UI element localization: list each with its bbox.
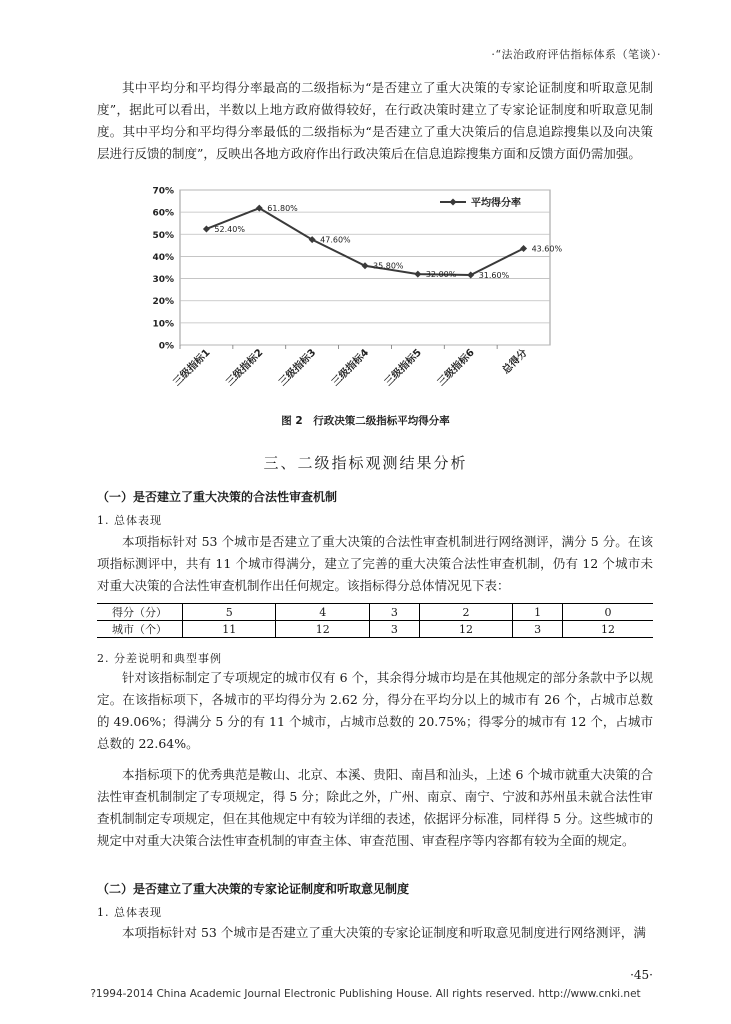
subsection-2-heading: （二）是否建立了重大决策的专家论证制度和听取意见制度 xyxy=(97,882,410,896)
subsection-1-diff-text: 针对该指标制定了专项规定的城市仅有 6 个，其余得分城市均是在其他规定的部分条款中予以规定。在该指标项下，各城市的平均得分为 2.62 分，得分在平均分以上的城市有 26 个，占城市总数的 49.06%；得满分 5 分的有 11 个城市，占城市总数的 20.75%；得零分的城市有 12 个，占城市总数的 22.64%。 xyxy=(97,670,653,751)
y-tick-label: 0% xyxy=(158,341,174,352)
table-cell: 4 xyxy=(276,604,369,621)
table-cell: 2 xyxy=(419,604,512,621)
subsection-1-example-text: 本指标项下的优秀典范是鞍山、北京、本溪、贵阳、南昌和汕头，上述 6 个城市就重大决策的合法性审查机制制定了专项规定，得 5 分；除此之外，广州、南京、南宁、宁波和苏州虽未就合法性审查机制制定专项规定，但在其他规定中有较为详细的表述，依据评分标准，同样得 5 分。这些城市的规定中对重大决策合法性审查机制的审查主体、审查范围、审查程序等内容都有较为全面的规定。 xyxy=(97,767,653,848)
section-title: 三、二级指标观测结果分析 xyxy=(263,454,468,472)
table-cell: 12 xyxy=(563,621,653,638)
data-label: 31.60% xyxy=(478,271,510,281)
y-tick-label: 40% xyxy=(152,252,174,263)
subsection-1-diff-heading: 2. 分差说明和典型事例 xyxy=(97,652,222,665)
score-table xyxy=(97,603,653,638)
subsection-2-overview-text: 本项指标针对 53 个城市是否建立了重大决策的专家论证制度和听取意见制度进行网络测评，满 xyxy=(122,925,646,940)
data-point xyxy=(414,271,421,278)
y-tick-label: 60% xyxy=(152,208,174,219)
data-label: 47.60% xyxy=(320,235,351,245)
data-label: 35.80% xyxy=(373,261,404,271)
x-tick-label: 三级指标3 xyxy=(277,347,319,389)
table-row xyxy=(97,604,653,621)
table-cell: 5 xyxy=(183,604,276,621)
table-row-label: 城市（个） xyxy=(97,621,183,638)
y-tick-label: 20% xyxy=(152,297,174,308)
table-row-label: 得分（分） xyxy=(97,604,183,621)
x-tick-label: 三级指标1 xyxy=(171,347,213,389)
data-point xyxy=(520,245,527,252)
table-cell: 12 xyxy=(276,621,369,638)
table-cell: 12 xyxy=(419,621,512,638)
table-cell: 3 xyxy=(369,621,419,638)
table-cell: 3 xyxy=(513,621,563,638)
table-cell: 1 xyxy=(513,604,563,621)
figure-caption: 图 2 行政决策二级指标平均得分率 xyxy=(281,415,450,427)
page-number: ·45· xyxy=(630,968,653,982)
data-point xyxy=(467,272,474,279)
data-label: 52.40% xyxy=(214,224,245,234)
subsection-1-overview-heading: 1. 总体表现 xyxy=(97,514,162,527)
y-tick-label: 70% xyxy=(152,186,174,197)
data-label: 32.00% xyxy=(425,270,457,280)
data-label: 43.60% xyxy=(531,244,563,254)
legend-label: 平均得分率 xyxy=(471,198,521,209)
chart-svg xyxy=(130,180,570,420)
data-point xyxy=(362,262,369,269)
legend-marker xyxy=(450,199,457,206)
y-tick-label: 30% xyxy=(152,275,174,286)
data-label: 61.80% xyxy=(267,204,298,214)
subsection-1-overview-text: 本项指标针对 53 个城市是否建立了重大决策的合法性审查机制进行网络测评，满分 5 分。在该项指标测评中，共有 11 个城市得满分，建立了完善的重大决策合法性审查机制，仍有 12 个城市未对重大决策的合法性审查机制作出任何规定。该指标得分总体情况见下表： xyxy=(97,534,653,593)
intro-paragraph: 其中平均分和平均得分率最高的二级指标为“是否建立了重大决策的专家论证制度和听取意见制度”，据此可以看出，半数以上地方政府做得较好，在行政决策时建立了专家论证制度和听取意见制度。其中平均分和平均得分率最低的二级指标为“是否建立了重大决策后的信息追踪搜集以及向决策层进行反馈的制度”，反映出各地方政府作出行政决策后在信息追踪搜集方面和反馈方面仍需加强。 xyxy=(97,80,653,161)
x-tick-label: 三级指标2 xyxy=(224,347,266,389)
table-cell: 11 xyxy=(183,621,276,638)
x-tick-label: 三级指标4 xyxy=(330,347,372,389)
y-tick-label: 50% xyxy=(152,230,174,241)
table-cell: 3 xyxy=(369,604,419,621)
table-cell: 0 xyxy=(563,604,653,621)
x-tick-label: 三级指标6 xyxy=(435,347,477,389)
table-row xyxy=(97,621,653,638)
subsection-2-overview-heading: 1. 总体表现 xyxy=(97,906,162,919)
line-chart xyxy=(130,180,570,420)
x-tick-label: 三级指标5 xyxy=(382,347,424,389)
running-header: ·“法治政府评估指标体系（笔谈）· xyxy=(491,48,661,61)
y-tick-label: 10% xyxy=(152,319,174,330)
x-tick-label: 总得分 xyxy=(500,347,530,377)
data-point xyxy=(203,225,210,232)
subsection-1-heading: （一）是否建立了重大决策的合法性审查机制 xyxy=(97,490,338,504)
copyright-footer: ?1994-2014 China Academic Journal Electronic Publishing House. All rights reserved. http://www.cnki.net xyxy=(90,988,641,1000)
